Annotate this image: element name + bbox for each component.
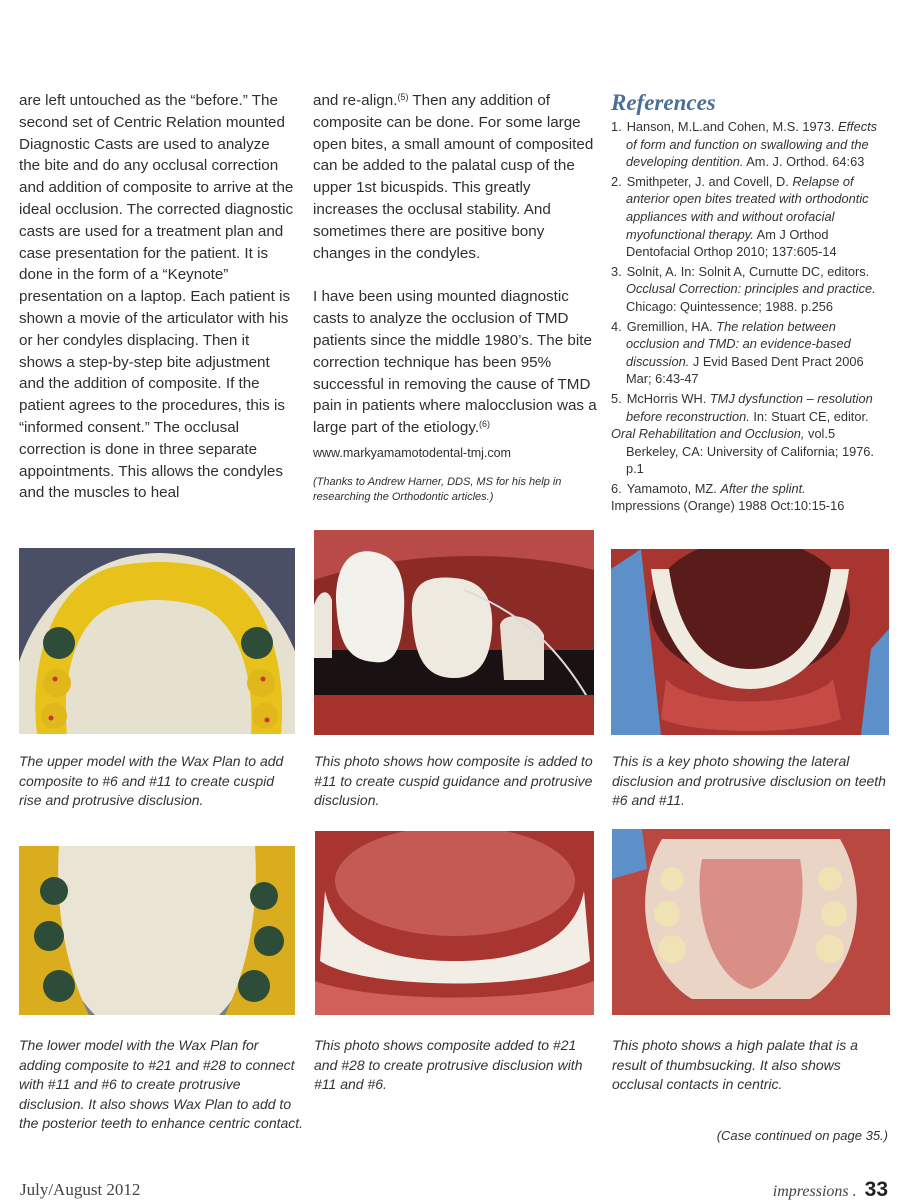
ref-authors: Solnit, A. In: Solnit A, Curnutte DC, editors. (626, 263, 870, 279)
issue-date: July/August 2012 (20, 1180, 141, 1199)
composite-cuspid-photo (314, 530, 594, 735)
upper-model-photo (19, 548, 295, 734)
ref-title: Occlusal Correction: principles and practice. (626, 281, 876, 297)
ref-authors: Gremillion, HA. (626, 318, 717, 334)
ref-authors: Impressions (Orange) 1988 Oct:10:15-16 (611, 498, 845, 514)
references-heading: References (611, 90, 716, 115)
ref-source: Am J Orthod Dentofacial Orthop 2010; 137:605-14 (626, 226, 837, 260)
acknowledgement: (Thanks to Andrew Harner, DDS, MS for his help in researching the Orthodontic articles.) (313, 475, 562, 503)
ref-number: 1. (611, 119, 622, 134)
reference-item (611, 173, 891, 261)
ref-number: 2. (611, 173, 622, 189)
ref-source: J Evid Based Dent Pract 2006 Mar; 6:43-47 (626, 353, 864, 387)
column-2-paragraph-1 (313, 90, 598, 264)
page-number: 33 (864, 1178, 888, 1201)
ref-authors: McHorris WH. (626, 390, 710, 406)
reference-item (611, 497, 891, 515)
body-column-1 (19, 90, 294, 504)
ref-source: In: Stuart CE, editor. (749, 408, 869, 424)
ref-title: TMJ dysfunction – resolution before reconstruction. (626, 390, 873, 424)
ref-source: Chicago: Quintessence; 1988. p.256 (626, 298, 834, 314)
caption-upper-model: The upper model with the Wax Plan to add composite to #6 and #11 to create cuspid rise and protrusive disclusion. (19, 753, 284, 808)
column-1-paragraph: are left untouched as the “before.” The second set of Centric Relation mounted Diagnostic Casts are used to analyze the bite and do any occlusal correction and addition of composite to arrive at the ideal occlusion. The corrected diagnostic casts are used for a treatment plan and case presentation for the patient. It is done in the form of a “Keynote” presentation on a laptop. Each patient is shown a movie of the articulator with his or her condyles displacing. Then it shows a step-by-step bite adjustment and the addition of composite. If the patient agrees to the procedures, this is “informed consent.” The occlusal correction is done in three separate appointments. This allows the condyles and the muscles to heal (19, 92, 294, 502)
ref-title: Relapse of anterior open bites treated with orthodontic appliances with and without orofacial myofunctional therapy. (626, 173, 869, 242)
ref-number: 5. (611, 390, 622, 406)
lateral-disclusion-photo (611, 549, 889, 735)
reference-item (611, 390, 891, 425)
ref-source: Am. J. Orthod. 64:63 (743, 154, 865, 170)
ref-number: 4. (611, 318, 622, 334)
ref-number: 6. (611, 480, 622, 496)
ref-authors: Hanson, M.L.and Cohen, M.S. 1973. (626, 119, 838, 134)
citation-6: (6) (479, 419, 491, 430)
reference-item (611, 480, 891, 498)
ref-number: 3. (611, 263, 622, 279)
ref-title: After the splint. (720, 480, 806, 496)
reference-item (611, 318, 891, 388)
caption-lower-model: The lower model with the Wax Plan for adding composite to #21 and #28 to connect with #11 and #6 to create protrusive disclusion. It also shows Wax Plan to add to the posterior teeth to enhance centric contact. (19, 1037, 304, 1131)
reference-item (611, 118, 891, 171)
caption-composite-lower: This photo shows composite added to #21 and #28 to create protrusive disclusion with #11 and #6. (314, 1037, 583, 1092)
ref-title: Oral Rehabilitation and Occlusion, (611, 426, 805, 442)
reference-item (611, 263, 891, 316)
body-column-2 (313, 90, 598, 505)
reference-item (611, 425, 891, 478)
lower-model-photo (19, 846, 295, 1015)
ref-title: Effects of form and function on swallowing and the developing dentition. (626, 119, 878, 170)
p1-text-continued: Then any addition of composite can be done. For some large open bites, a small amount of composited can be added to the palatal cusp of the upper 1st bicuspids. This greatly increases the occlusal stability. And sometimes there are positive bony changes in the condyles. (313, 92, 594, 262)
composite-lower-photo (315, 831, 594, 1015)
magazine-name: impressions (772, 1183, 849, 1200)
column-2-paragraph-2 (313, 286, 598, 439)
caption-high-palate: This photo shows a high palate that is a result of thumbsucking. It also shows occlusal contacts in centric. (612, 1037, 858, 1092)
website-url: www.markyamamotodental-tmj.com (313, 445, 511, 460)
references-list (611, 118, 891, 515)
footer-separator: . (852, 1183, 857, 1200)
caption-lateral-disclusion: This is a key photo showing the lateral disclusion and protrusive disclusion on teeth #6 and #11. (612, 753, 886, 808)
citation-5: (5) (397, 92, 409, 102)
ref-source: vol.5 Berkeley, CA: University of California; 1976. p.1 (626, 426, 874, 477)
ref-authors: Smithpeter, J. and Covell, D. (626, 173, 793, 189)
high-palate-photo (612, 829, 890, 1015)
continued-note: (Case continued on page 35.) (716, 1128, 888, 1143)
p1-text: and re-align. (313, 92, 398, 109)
caption-composite-cuspid: This photo shows how composite is added to #11 to create cuspid guidance and protrusive disclusion. (314, 753, 593, 808)
ref-title: The relation between occlusion and TMD: an evidence-based discussion. (626, 318, 851, 369)
references-section (611, 90, 891, 517)
footer-right (773, 1178, 888, 1202)
ref-authors: Yamamoto, MZ. (626, 480, 721, 496)
p2-text: I have been using mounted diagnostic casts to analyze the occlusion of TMD patients since the middle 1980’s. The bite correction technique has been 95% successful in removing the cause of TMD pain in patients where malocclusion was a large part of the etiology. (313, 288, 597, 437)
